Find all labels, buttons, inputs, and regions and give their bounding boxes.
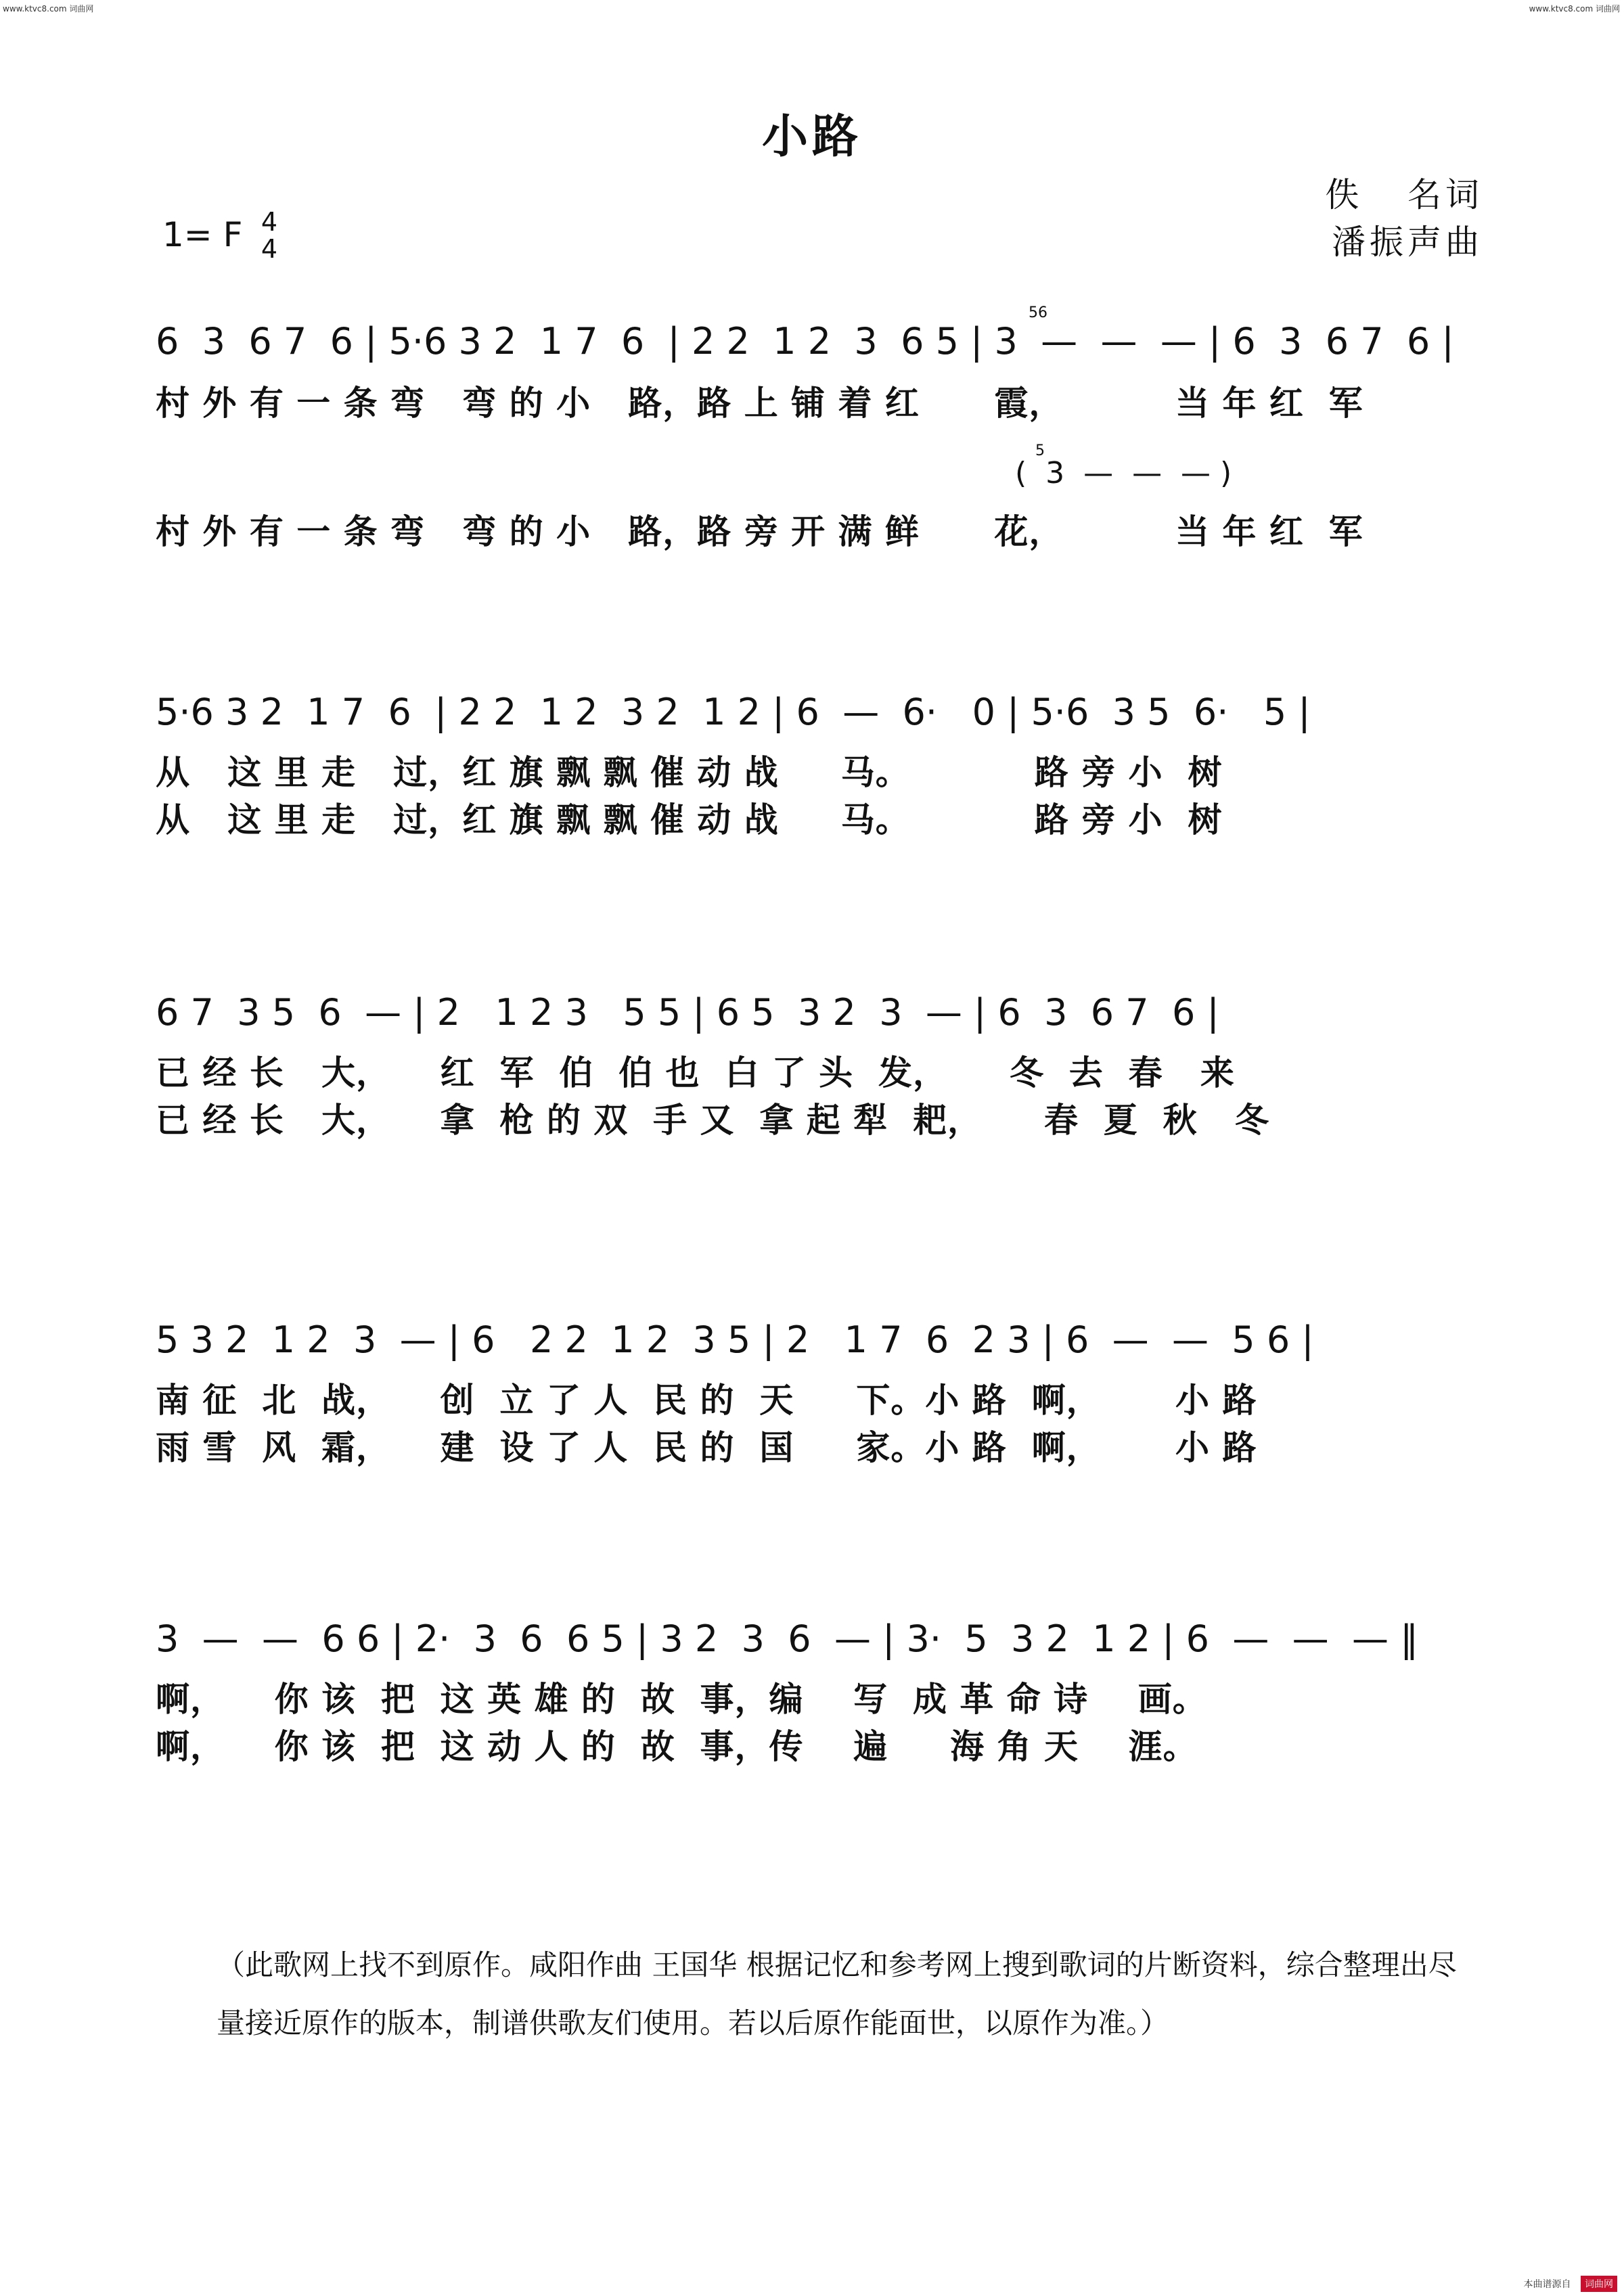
grace-note: 56 xyxy=(1029,304,1047,321)
arranger-note: （此歌网上找不到原作。咸阳作曲 王国华 根据记忆和参考网上搜到歌词的片断资料，综合整理出尽量接近原作的版本，制谱供歌友们使用。若以后原作能面世，以原作为准。） xyxy=(217,1948,1457,2040)
lyric-verse-2: 雨 雪 风 霜， 建 设 了 人 民 的 国 家。小 路 啊， 小 路 xyxy=(156,1427,1257,1467)
song-title: 小路 xyxy=(761,110,862,164)
footer-source: 本曲谱源自 xyxy=(1523,2279,1571,2290)
composer-credit: 潘振声曲 xyxy=(1332,223,1483,262)
key-signature: 1= F xyxy=(162,215,243,254)
notation-line: 5 3 2 1 2 3 — | 6 2 2 1 2 3 5 | 2 1 7 6 2 3 | 6 — — 5 6 | xyxy=(156,1318,1314,1361)
lyric-verse-2: 已 经 长 大， 拿 枪 的 双 手 又 拿 起 犁 耙， 春 夏 秋 冬 xyxy=(156,1100,1269,1140)
footer xyxy=(1524,2276,1617,2292)
time-signature-bottom: 4 xyxy=(261,234,278,264)
lyric-verse-1: 村 外 有 一 条 弯 弯 的 小 路，路 上 铺 着 红 霞， 当 年 红 军 xyxy=(156,383,1363,423)
notation-line: 6 3 6 7 6 | 5·6 3 2 1 7 6 | 2 2 1 2 3 6 5 | 3 — — — | 6 3 6 7 6 | xyxy=(156,320,1454,363)
notation-line: 3 — — 6 6 | 2· 3 6 6 5 | 3 2 3 6 — | 3· 5 3 2 1 2 | 6 — — — ‖ xyxy=(156,1617,1419,1660)
notation-line: 6 7 3 5 6 — | 2 1 2 3 5 5 | 6 5 3 2 3 — | 6 3 6 7 6 | xyxy=(156,991,1219,1034)
site-url-left[interactable]: www.ktvc8.com 词曲网 xyxy=(3,4,94,14)
site-url-right[interactable]: www.ktvc8.com 词曲网 xyxy=(1529,4,1620,14)
lyric-verse-1: 南 征 北 战， 创 立 了 人 民 的 天 下。小 路 啊， 小 路 xyxy=(156,1380,1257,1420)
site-logo[interactable]: 词曲网 xyxy=(1581,2276,1617,2292)
alternate-phrase: ( 3 — — — ) xyxy=(1015,456,1232,490)
lyric-verse-2: 村 外 有 一 条 弯 弯 的 小 路，路 旁 开 满 鲜 花， 当 年 红 军 xyxy=(156,511,1363,551)
alternate-grace-note: 5 xyxy=(1035,442,1045,459)
lyric-verse-1: 从 这 里 走 过，红 旗 飘 飘 催 动 战 马。 路 旁 小 树 xyxy=(156,752,1223,792)
notation-line: 5·6 3 2 1 7 6 | 2 2 1 2 3 2 1 2 | 6 — 6· 0 | 5·6 3 5 6· 5 | xyxy=(156,691,1311,733)
lyric-verse-2: 从 这 里 走 过，红 旗 飘 飘 催 动 战 马。 路 旁 小 树 xyxy=(156,800,1223,840)
lyric-verse-2: 啊， 你 该 把 这 动 人 的 故 事，传 遍 海 角 天 涯。 xyxy=(156,1726,1198,1766)
time-signature-top: 4 xyxy=(261,207,278,237)
lyric-verse-1: 已 经 长 大， 红 军 伯 伯 也 白 了 头 发， 冬 去 春 来 xyxy=(156,1053,1235,1093)
lyricist-credit: 佚 名词 xyxy=(1325,175,1483,214)
lyric-verse-1: 啊， 你 该 把 这 英 雄 的 故 事，编 写 成 革 命 诗 画。 xyxy=(156,1679,1207,1719)
time-signature xyxy=(256,208,283,262)
